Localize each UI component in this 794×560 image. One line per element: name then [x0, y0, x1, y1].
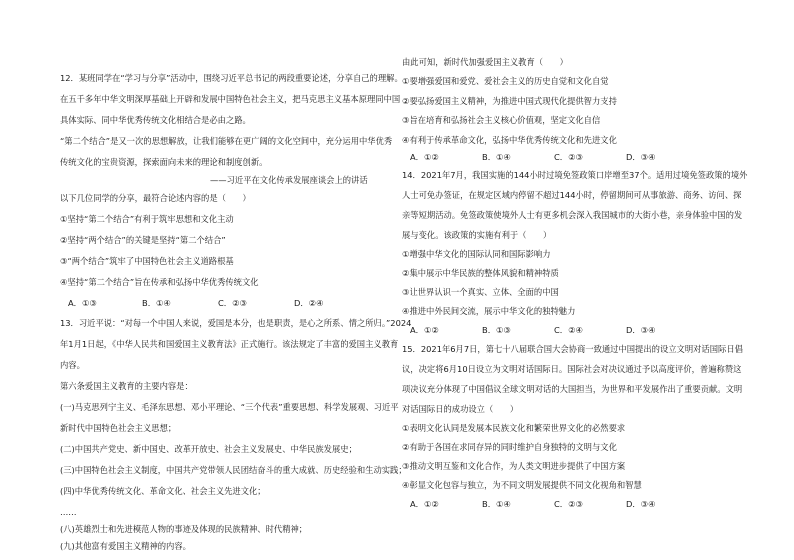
- q13-law-ellipsis: ……: [60, 507, 77, 517]
- q13-item-3: ③旨在培育和弘扬社会主义核心价值观，坚定文化自信: [402, 115, 601, 125]
- q14-stem-line-2: 人士可免办签证，在规定区域内停留不超过144小时，停留期间可从事旅游、商务、访问、探: [402, 190, 742, 200]
- q14-stem-line-3: 亲等短期活动。免签政策使境外人士有更多机会深入我国城市的大街小巷，亲身体验中国的发: [402, 210, 743, 220]
- q13-item-4: ④有利于传承革命文化，弘扬中华优秀传统文化和先进文化: [402, 135, 617, 145]
- q15-stem-line-3: 项决议充分体现了中国倡议全球文明对话的大国担当，为世界和平发展作出了重要贡献。文明: [402, 384, 743, 394]
- q13-stem-line-3: 内容。: [60, 360, 85, 370]
- q12-item-1: ①坚持“第二个结合”有利于筑牢思想和文化主动: [60, 214, 234, 224]
- q13-law-item-2: (二)中国共产党史、新中国史、改革开放史、社会主义发展史、中华民族发展史；: [60, 444, 357, 454]
- q13-law-item-8: (八)英雄烈士和先进模范人物的事迹及体现的民族精神、时代精神；: [60, 524, 308, 534]
- q12-option-c[interactable]: C．②③: [218, 298, 247, 308]
- q12-stem-line-3: 具体实际、同中华优秀传统文化相结合是必由之路。: [60, 115, 251, 125]
- q12-stem-line-2: 在五千多年中华文明深厚基础上开辟和发展中国特色社会主义，把马克思主义基本原理同中国: [60, 94, 401, 104]
- q13-law-item-4: (四)中华优秀传统文化、革命文化、社会主义先进文化；: [60, 486, 266, 496]
- q15-option-d[interactable]: D．③④: [626, 499, 656, 509]
- q13-stem-line-2: 年1月1日起，《中华人民共和国爱国主义教育法》正式施行。该法规定了丰富的爱国主义教育: [60, 339, 399, 349]
- q13-option-d[interactable]: D．③④: [626, 152, 656, 162]
- q14-option-a[interactable]: A．①②: [410, 325, 439, 335]
- q15-item-1: ①表明文化认同是发展本民族文化和繁荣世界文化的必然要求: [402, 423, 626, 433]
- q14-item-1: ①增强中华文化的国际认同和国际影响力: [402, 249, 551, 259]
- q13-law-item-3: (三)中国特色社会主义制度，中国共产党带领人民团结奋斗的重大成就、历史经验和生动实践；: [60, 465, 407, 475]
- q15-item-3: ③推动文明互鉴和文化合作，为人类文明进步提供了中国方案: [402, 461, 626, 471]
- q14-option-d[interactable]: D．③④: [626, 325, 656, 335]
- q13-law-item-1a: (一)马克思列宁主义、毛泽东思想、邓小平理论、“三个代表”重要思想、科学发展观、习近平: [60, 402, 399, 412]
- q12-quote-source: ——习近平在文化传承发展座谈会上的讲话: [210, 175, 368, 185]
- q15-item-4: ④彰显文化包容与独立，为不同文明发展提供不同文化视角和智慧: [402, 480, 642, 490]
- q13-item-2: ②要弘扬爱国主义精神，为推进中国式现代化提供智力支持: [402, 96, 617, 106]
- q15-option-a[interactable]: A．①②: [410, 499, 439, 509]
- q13-option-c[interactable]: C．②③: [554, 152, 583, 162]
- q14-item-3: ③让世界认识一个真实、立体、全面的中国: [402, 287, 559, 297]
- q13-option-a[interactable]: A．①②: [410, 152, 439, 162]
- q12-stem-line-4: “第二个结合”是又一次的思想解放，让我们能够在更广阔的文化空间中，充分运用中华优秀: [60, 136, 393, 146]
- q14-item-4: ④推进中外民间交流，展示中华文化的独特魅力: [402, 306, 576, 316]
- q13-law-item-9: (九)其他富有爱国主义精神的内容。: [60, 541, 191, 551]
- q14-stem-line-4: 展与变化。该政策的实施有利于（ ）: [402, 230, 552, 240]
- q15-stem-line-2: 议，决定将6月10日设立为文明对话国际日。国际社会对决议通过予以高度评价，普遍称赞这: [402, 364, 742, 374]
- q15-option-c[interactable]: C．②③: [554, 499, 583, 509]
- q12-question: 以下几位同学的分享，最符合论述内容的是（ ）: [60, 193, 251, 203]
- q14-stem-line-1: 14．2021年7月，我国实施的144小时过境免签政策口岸增至37个。适用过境免签政策的境外: [402, 170, 748, 180]
- q12-option-a[interactable]: A．①③: [68, 298, 97, 308]
- q12-item-4: ④坚持“第二个结合”旨在传承和弘扬中华优秀传统文化: [60, 277, 259, 287]
- q14-item-2: ②集中展示中华民族的整体风貌和精神特质: [402, 268, 559, 278]
- q15-stem-line-1: 15．2021年6月7日，第七十八届联合国大会协商一致通过中国提出的设立文明对话国际日倡: [402, 344, 743, 354]
- q13-law-heading: 第六条爱国主义教育的主要内容是：: [60, 381, 193, 391]
- q12-option-d[interactable]: D．②④: [294, 298, 324, 308]
- q13-law-item-1b: 新时代中国特色社会主义思想；: [60, 423, 177, 433]
- q12-item-3: ③“两个结合”筑牢了中国特色社会主义道路根基: [60, 256, 234, 266]
- q15-stem-line-4: 对话国际日的成功设立（ ）: [402, 404, 519, 414]
- q15-option-b[interactable]: B．①④: [482, 499, 511, 509]
- q13-item-1: ①要增强爱国和爱党、爱社会主义的历史自觉和文化自觉: [402, 76, 609, 86]
- q12-stem-line-5: 传统文化的宝贵资源，探索面向未来的理论和制度创新。: [60, 157, 268, 167]
- q14-option-c[interactable]: C．②④: [554, 325, 583, 335]
- q13-cont-question: 由此可知，新时代加强爱国主义教育（ ）: [402, 57, 568, 67]
- q12-option-b[interactable]: B．①④: [142, 298, 171, 308]
- q14-option-b[interactable]: B．①③: [482, 325, 511, 335]
- q12-item-2: ②坚持“两个结合”的关键是坚持“第二个结合”: [60, 235, 226, 245]
- q13-stem-line-1: 13．习近平说：“对每一个中国人来说，爱国是本分，也是职责，是心之所系、情之所归。”2024: [60, 318, 412, 328]
- q15-item-2: ②有助于各国在求同存异的同时维护自身独特的文明与文化: [402, 442, 617, 452]
- q13-option-b[interactable]: B．①④: [482, 152, 511, 162]
- q12-stem-line-1: 12．某班同学在“学习与分享”活动中，围绕习近平总书记的两段重要论述，分享自己的理解。: [60, 73, 403, 83]
